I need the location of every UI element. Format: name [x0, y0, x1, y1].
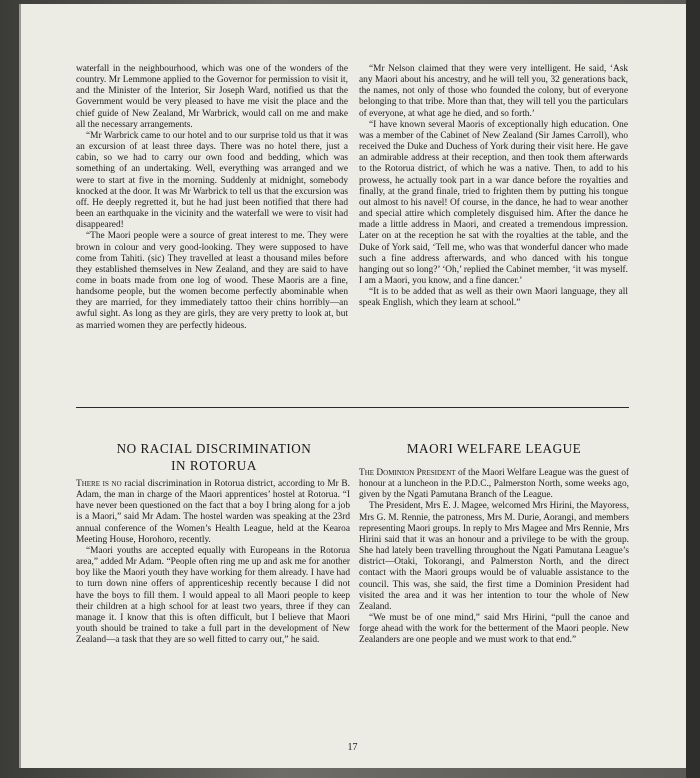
page-number: 17	[347, 742, 358, 753]
magazine-page	[19, 4, 686, 768]
lead-caps: The Dominion President	[359, 468, 456, 478]
lead-paragraph	[76, 479, 350, 546]
paragraph: “Mr Warbrick came to our hotel and to our surprise told us that it was an excursion of at least three days. There was no hotel there, just a cabin, so we had to carry our own food and bedding, which was something of an undertaking. Well, everything was arranged and we were to start at five in the morning. Suddenly at midnight, somebody knocked at the door. It was Mr Warbrick to tell us that the excursion was off. He deeply regretted it, but he had just been notified that there had been an earthquake in the vicinity and the waterfall we were to visit had disappeared!	[76, 130, 348, 231]
paragraph: “It is to be added that as well as their own Maori language, they all speak English, which they learn at school.”	[359, 287, 628, 309]
welfare-league-article	[359, 468, 629, 647]
article-title-racial-discrimination	[79, 440, 349, 474]
paragraph: waterfall in the neighbourhood, which was one of the wonders of the country. Mr Lemmone applied to the Governor for permission to visit it, and the Minister of the Interior, Sir Joseph Ward, notified us that the Government would be very pleased to have me visit the place and the chief guide of New Zealand, Mr Warbrick, would call on me and make all the necessary arrangements.	[76, 64, 348, 130]
top-left-column	[76, 64, 348, 332]
scan-edge	[686, 0, 700, 778]
lead-caps: There is no	[76, 479, 122, 489]
top-right-column	[359, 64, 628, 309]
title-line: IN ROTORUA	[171, 458, 257, 473]
lead-text: of the Maori Welfare League was the guest of honour at a luncheon in the P.D.C., Palmerston North, some weeks ago, given by the Ngati Pamutana Branch of the League.	[359, 468, 629, 501]
article-title-welfare-league	[349, 440, 639, 457]
title-line: NO RACIAL DISCRIMINATION	[116, 441, 312, 456]
paragraph: The President, Mrs E. J. Magee, welcomed Mrs Hirini, the Mayoress, Mrs G. M. Rennie, the patroness, Mrs M. Durie, Aorangi, and members representing Maori groups. In reply to Mrs Magee and Mrs Rennie, Mrs Hirini said that it was an honour and a privilege to be with the group. She had lately been travelling throughout the Ngati Pamutana League’s district—Otaki, Tokorangi, and Palmerston North, and the direct contact with the Maori groups would be of valuable assistance to the council. This was, she said, the first time a Dominion President had visited the area and it was her intention to tour the whole of New Zealand.	[359, 501, 630, 612]
paragraph: “The Maori people were a source of great interest to me. They were brown in colour and very good-looking. They were supposed to have come from Tahiti. (sic) They travelled at least a thousand miles before they established themselves in New Zealand, and they are said to have come in boats made from one log of wood. These Maoris are a fine, handsome people, but the women become perfectly abominable when they are married, for they immediately tattoo their chins horribly—an awful sight. As long as they are girls, they are very pretty to look at, but as married women they are perfectly hideous.	[76, 231, 348, 331]
paragraph: “Mr Nelson claimed that they were very intelligent. He said, ‘Ask any Maori about his ancestry, and he will tell you, 32 generations back, the names, not only of those who founded the colony, but of everyone belonging to that tribe. More than that, they will tell you the particulars of everyone, at what age he died, and so forth.’	[359, 64, 628, 119]
section-divider	[76, 407, 629, 408]
racial-discrimination-article	[76, 479, 350, 646]
lead-text: racial discrimination in Rotorua district, according to Mr B. Adam, the man in charge of the Maori apprentices’ hostel at Rotorua. “I have never been questioned on the fact that a boy I bring along for a job is a Maori,” said Mr Adam. The hostel warden was speaking at the 23rd annual conference of the Women’s Health League, held at the Kearoa Meeting House, Horohoro, recently.	[76, 479, 350, 545]
paragraph: “We must be of one mind,” said Mrs Hirini, “pull the canoe and forge ahead with the work for the betterment of the Maori people. New Zealanders are one people and we must work to that end.”	[359, 613, 629, 646]
title-line: MAORI WELFARE LEAGUE	[406, 441, 582, 456]
lead-paragraph	[359, 468, 629, 501]
paragraph: “I have known several Maoris of exceptionally high education. One was a member of the Cabinet of New Zealand (Sir James Carroll), who received the Duke and Duchess of York during their visit here. He gave an admirable address at their reception, and then took them afterwards to the Rotorua district, of which he was a native. Then, to add to his prowess, he actually took part in a war dance before the royalties and finally, at the grand finale, tried to frighten them by putting his tongue out almost to his navel! Of course, in the dance, he had to wear another and special attire which completely disguised him. After the dance he made a little address in Maori, and created a tremendous impression. Later on at the reception he sat with the royalties at the table, and the Duke of York said, ‘Tell me, who was that wonderful dancer who made such a fine address afterwards, and who danced with his tongue hanging out so long?’ ‘Oh,’ replied the Cabinet member, ‘it was myself. I am a Maori, you know, and a fine dancer.’	[359, 119, 628, 286]
paragraph: “Maori youths are accepted equally with Europeans in the Rotorua area,” added Mr Adam. “People often ring me up and ask me for another boy like the Maori youth they have working for them already. I have had to turn down nine offers of apprenticeship recently because I did not have the boys to fill them. I would appeal to all Maori people to keep their children at a high school for at least two years, three if they can manage it. I know that this is often difficult, but I believe that Maori youth should be trained to take a full part in the development of New Zealand—a task that they are so well fitted to carry out,” he said.	[76, 545, 350, 646]
